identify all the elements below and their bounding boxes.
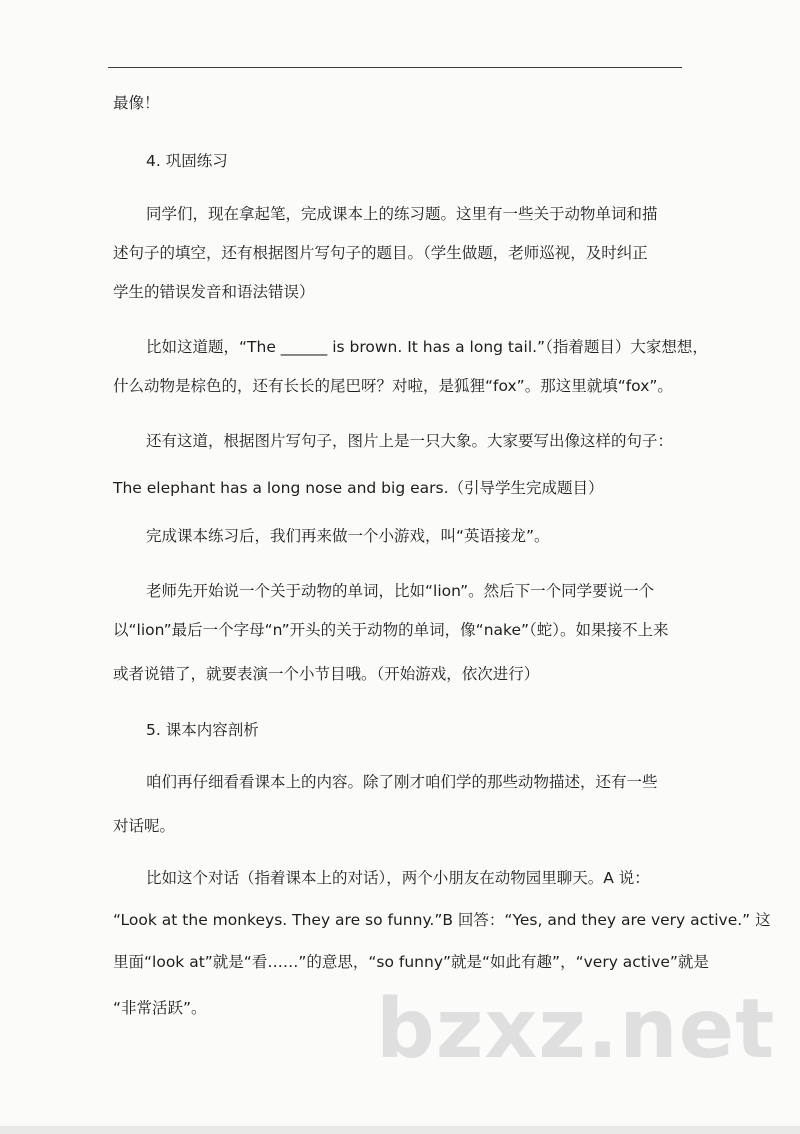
text-line: The elephant has a long nose and big ears.（引导学生完成题目） xyxy=(113,479,604,497)
text-line: “Look at the monkeys. They are so funny.”B 回答：“Yes, and they are very active.” 这 xyxy=(113,911,771,929)
section-heading-4: 4. 巩固练习 xyxy=(146,152,228,170)
text-line: 咱们再仔细看看课本上的内容。除了刚才咱们学的那些动物描述，还有一些 xyxy=(146,773,658,791)
watermark: bzxz.net xyxy=(376,982,776,1077)
text-line: 以“lion”最后一个字母“n”开头的关于动物的单词，像“nake”（蛇）。如果接不上来 xyxy=(113,621,669,639)
text-line: 比如这道题，“The ______ is brown. It has a long tail.”（指着题目）大家想想， xyxy=(146,338,708,356)
text-line: 述句子的填空，还有根据图片写句子的题目。（学生做题，老师巡视，及时纠正 xyxy=(113,244,648,262)
page-bottom-edge xyxy=(0,1126,800,1134)
header-rule xyxy=(108,67,682,68)
text-line: 同学们，现在拿起笔，完成课本上的练习题。这里有一些关于动物单词和描 xyxy=(146,205,658,223)
section-heading-5: 5. 课本内容剖析 xyxy=(146,721,259,739)
text-line: 最像！ xyxy=(113,94,160,112)
text-line: 完成课本练习后，我们再来做一个小游戏，叫“英语接龙”。 xyxy=(146,527,550,545)
text-line: 对话呢。 xyxy=(113,817,176,835)
text-line: “非常活跃”。 xyxy=(113,999,207,1017)
text-line: 还有这道，根据图片写句子，图片上是一只大象。大家要写出像这样的句子： xyxy=(146,432,674,450)
text-line: 老师先开始说一个关于动物的单词，比如“lion”。然后下一个同学要说一个 xyxy=(146,582,655,600)
text-line: 或者说错了，就要表演一个小节目哦。（开始游戏，依次进行） xyxy=(113,665,540,683)
text-line: 里面“look at”就是“看……”的意思，“so funny”就是“如此有趣”，“very active”就是 xyxy=(113,953,709,971)
text-line: 比如这个对话（指着课本上的对话），两个小朋友在动物园里聊天。A 说： xyxy=(146,869,650,887)
text-line: 学生的错误发音和语法错误） xyxy=(113,283,315,301)
text-line: 什么动物是棕色的，还有长长的尾巴呀？对啦，是狐狸“fox”。那这里就填“fox”。 xyxy=(113,377,673,395)
